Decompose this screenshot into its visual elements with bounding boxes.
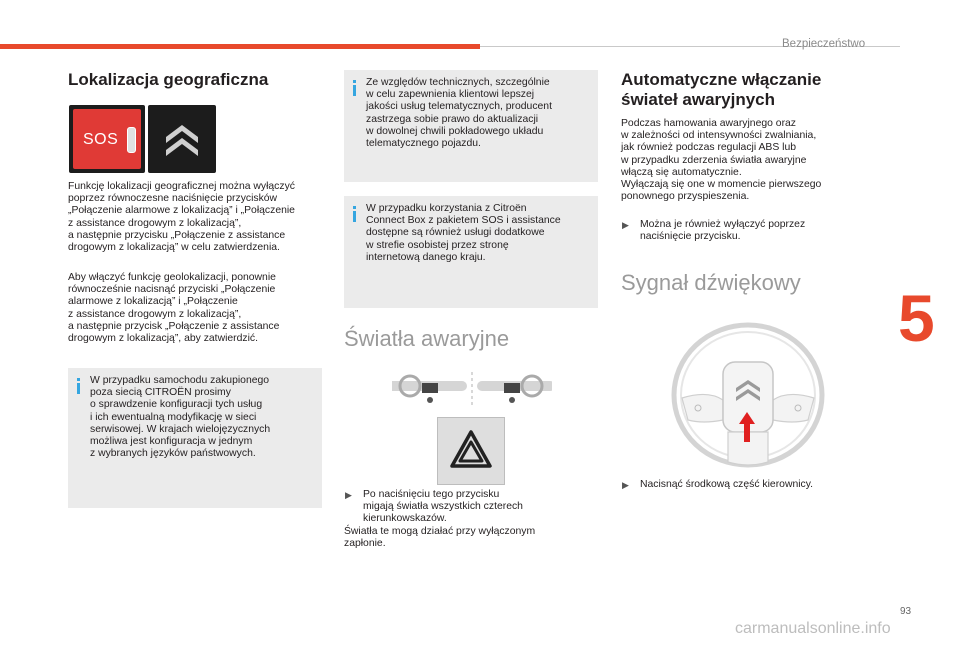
geolocation-title: Lokalizacja geograficzna [68, 70, 269, 89]
geolocation-enable-paragraph: Aby włączyć funkcję geolokalizacji, ponownie równocześnie nacisnąć przyciski „Połączenie alarmowe z lokalizacją” i „Połączenie z assistance drogowym z lokalizacją”, a następnie przycisk „Połączenie z assistance drogowym z lokalizacją”, aby zatwierdzić. [68, 272, 280, 345]
sos-indicator [127, 127, 136, 153]
dashboard-location-illustration [392, 370, 552, 410]
bullet-arrow-icon: ▶ [622, 220, 629, 230]
info-icon [77, 378, 80, 394]
chapter-number: 5 [898, 281, 935, 355]
header-accent-bar [0, 44, 480, 49]
sos-label: SOS [83, 131, 119, 148]
info-icon [353, 206, 356, 222]
info-icon [353, 80, 356, 96]
steering-wheel-illustration [668, 320, 828, 470]
info-note-network: W przypadku samochodu zakupionego poza siecią CITROËN prosimy o sprawdzenie konfiguracji tych usług i ich ewentualną modyfikację w sieci serwisowej. W krajach wielojęzycznych możliwa jest konfiguracja w jednym z wybranych języków państwowych. [68, 368, 322, 508]
info-note-telematics: Ze względów technicznych, szczególnie w celu zapewnienia klientowi lepszej jakości usług telematycznych, producent zastrzega sobie prawo do aktualizacji w dowolnej chwili pokładowego układu telematycznego pojazdu. [344, 70, 598, 182]
bullet-arrow-icon: ▶ [345, 490, 352, 500]
auto-hazard-paragraph: Podczas hamowania awaryjnego oraz w zależności od intensywności zwalniania, jak również podczas regulacji ABS lub w przypadku zderzenia światła awaryjne włączą się automatycznie. Wyłączają się one w momencie pierwszego ponownego przyspieszenia. [621, 118, 822, 203]
info-note-connect-box: W przypadku korzystania z Citroën Connect Box z pakietem SOS i assistance dostępne są również usługi dodatkowe w strefie osobistej przez stronę internetową danego kraju. [344, 196, 598, 308]
press-center-arrow-icon [739, 412, 755, 442]
page-number: 93 [900, 606, 912, 617]
geolocation-disable-paragraph: Funkcję lokalizacji geograficznej można wyłączyć poprzez równoczesne naciśnięcie przycisków „Połączenie alarmowe z lokalizacją” i „Połączenie z assistance drogowym z lokalizacją”, a następnie przycisku „Połączenie z assistance drogowym z lokalizacją” w celu zatwierdzenia. [68, 181, 295, 254]
hazard-button[interactable] [437, 417, 505, 485]
sos-button-illustration [69, 105, 145, 173]
bullet-arrow-icon: ▶ [622, 480, 629, 490]
watermark: carmanualsonline.info [735, 620, 891, 637]
hazard-ignition-note: Światła te mogą działać przy wyłączonym zapłonie. [344, 526, 536, 550]
auto-hazard-title: Automatyczne włączanie świateł awaryjnych [621, 70, 822, 109]
citroen-chevrons-icon [148, 105, 216, 173]
horn-title: Sygnał dźwiękowy [621, 270, 801, 295]
assistance-button-illustration [148, 105, 216, 173]
section-label: Bezpieczeństwo [782, 38, 866, 50]
hazard-triangle-icon [438, 418, 504, 484]
hazard-lights-title: Światła awaryjne [344, 326, 510, 351]
